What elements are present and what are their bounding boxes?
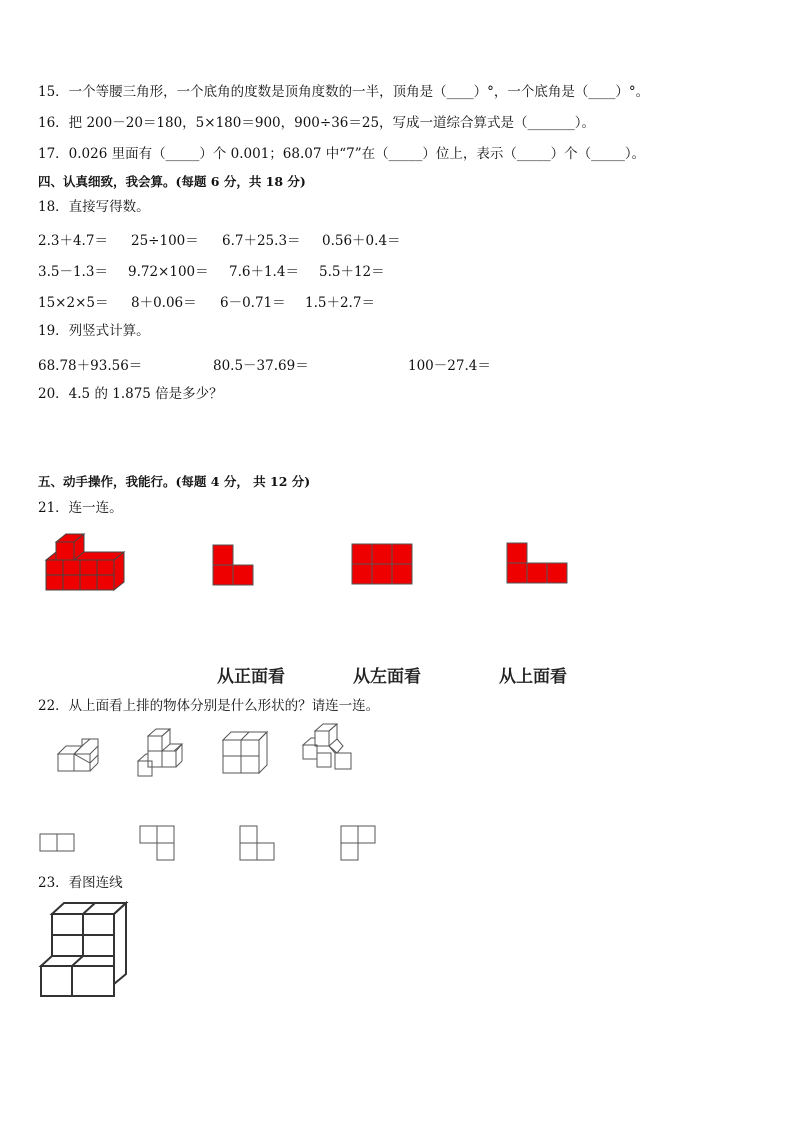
calc-item: 0.56＋0.4＝ [322, 233, 401, 249]
top-view-shape-1 [39, 833, 77, 853]
block-figure-4 [299, 723, 355, 777]
calc-item: 3.5－1.3＝ [38, 264, 108, 280]
calc-item: 15×2×5＝ [38, 295, 109, 311]
question-16: 16．把 200－20＝180，5×180＝900，900÷36＝25，写成一道综合算式是（_______）。 [38, 115, 596, 131]
calc-item: 9.72×100＝ [128, 264, 209, 280]
question-20: 20．4.5 的 1.875 倍是多少？ [38, 386, 223, 402]
calc-item: 2.3＋4.7＝ [38, 233, 108, 249]
block-figure-3 [221, 730, 271, 776]
calc-item: 25÷100＝ [131, 233, 199, 249]
calc-item: 7.6＋1.4＝ [229, 264, 299, 280]
question-23: 23．看图连线 [38, 875, 123, 891]
view-label-front: 从正面看 [217, 667, 285, 687]
view-label-top: 从上面看 [499, 667, 567, 687]
question-22: 22．从上面看上排的物体分别是什么形状的？请连一连。 [38, 698, 380, 714]
top-view-shape-3 [239, 825, 277, 861]
calc-item: 8＋0.06＝ [131, 295, 197, 311]
block-figure-1 [54, 738, 104, 774]
question-17: 17．0.026 里面有（_____）个 0.001；68.07 中“7”在（_____）位上，表示（_____）个（_____）。 [38, 146, 646, 162]
calc-item: 5.5＋12＝ [319, 264, 385, 280]
calc-item: 1.5＋2.7＝ [305, 295, 375, 311]
red-rect-view [351, 543, 413, 585]
vertical-calc-item: 68.78＋93.56＝ [38, 358, 143, 374]
question-21: 21．连一连。 [38, 500, 123, 516]
block-figure-2 [136, 728, 188, 780]
calc-item: 6－0.71＝ [220, 295, 286, 311]
view-label-left: 从左面看 [353, 667, 421, 687]
calc-item: 6.7＋25.3＝ [222, 233, 301, 249]
question-15: 15．一个等腰三角形，一个底角的度数是顶角度数的一半，顶角是（____）°，一个底角是（____）°。 [38, 84, 650, 100]
question-18: 18．直接写得数。 [38, 199, 150, 215]
section-5-heading: 五、动手操作，我能行。(每题 4 分， 共 12 分) [38, 474, 311, 489]
l-shaped-block-figure [38, 900, 134, 1000]
top-view-shape-2 [139, 825, 177, 861]
red-long-l-view [506, 542, 568, 584]
section-4-heading: 四、认真细致，我会算。(每题 6 分，共 18 分) [38, 174, 306, 189]
top-view-shape-4 [340, 825, 378, 861]
red-cube-solid-figure [44, 532, 130, 594]
vertical-calc-item: 100－27.4＝ [408, 358, 491, 374]
question-19: 19．列竖式计算。 [38, 323, 150, 339]
red-l-shape-view [212, 544, 256, 586]
vertical-calc-item: 80.5－37.69＝ [213, 358, 309, 374]
